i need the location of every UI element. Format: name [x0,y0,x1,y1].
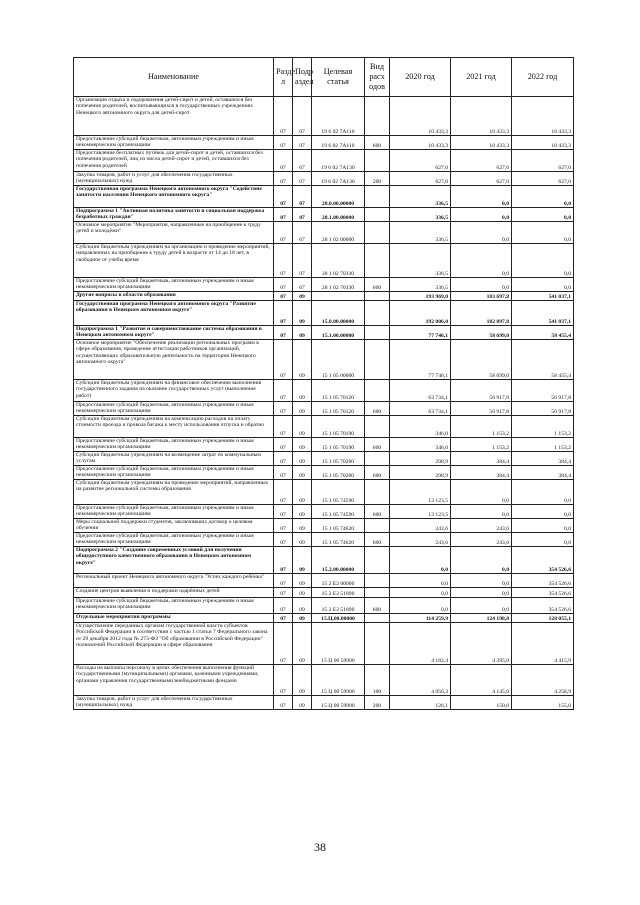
table-row [74,340,574,380]
row-value-2022: 1 153,2 [512,416,574,438]
row-value-2020: 627,0 [390,150,451,172]
row-target-article [312,292,365,301]
row-name: Закупка товаров, работ и услуг для обеспечения государственных (муниципальных) нужд [74,696,274,710]
row-name: Предоставление субсидий бюджетным, автономным учреждениям и иным некоммерческим организациям [74,533,274,547]
row-expense-type: 600 [365,402,390,416]
row-expense-type [365,97,390,136]
row-razdel: 07 [274,380,293,402]
row-value-2021: 182 897,8 [451,301,512,326]
row-expense-type [365,326,390,340]
row-value-2020: 298,9 [390,466,451,480]
table-header-row [74,58,574,97]
table-row [74,244,574,278]
row-name: Государственная программа Ненецкого автономного округа "Развитие образования в Ненецком автономном округе" [74,301,274,326]
row-target-article: 15 Ц 00 59900 [312,696,365,710]
row-razdel: 07 [274,519,293,533]
row-target-article: 19 6 02 7А130 [312,150,365,172]
header-razdel: Разде л [274,58,293,97]
row-razdel: 07 [274,574,293,588]
row-podrazdel: 09 [293,665,312,696]
row-podrazdel: 09 [293,533,312,547]
table-row [74,452,574,466]
row-podrazdel: 09 [293,588,312,598]
header-year-2021: 2021 год [451,58,512,97]
row-value-2020: 63 734,1 [390,402,451,416]
row-value-2022: 541 037,1 [512,292,574,301]
row-value-2021: 243,6 [451,519,512,533]
row-name: Отдельные мероприятия программы [74,614,274,623]
row-value-2021: 384,4 [451,466,512,480]
row-value-2020: 346,0 [390,416,451,438]
row-value-2022: 0,0 [512,519,574,533]
row-razdel: 07 [274,244,293,278]
row-value-2020: 4 182,4 [390,623,451,665]
row-razdel: 07 [274,623,293,665]
table-row [74,438,574,452]
row-podrazdel: 09 [293,326,312,340]
row-razdel: 07 [274,326,293,340]
row-expense-type: 200 [365,696,390,710]
row-podrazdel: 09 [293,574,312,588]
row-target-article: 19 6 02 7А110 [312,97,365,136]
row-value-2021: 0,0 [451,278,512,292]
row-target-article: 28 1 02 70330 [312,278,365,292]
header-name: Наименование [74,58,274,97]
row-podrazdel: 07 [293,208,312,222]
row-name: Подпрограмма 1 "Развитие и совершенствование системы образования в Ненецком автономном округе" [74,326,274,340]
row-expense-type: 100 [365,665,390,696]
row-target-article: 15 1 05 70190 [312,416,365,438]
row-razdel: 07 [274,533,293,547]
row-target-article: 15 1 05 74590 [312,480,365,505]
row-value-2022: 4 258,9 [512,665,574,696]
row-value-2022: 627,0 [512,150,574,172]
table-row [74,623,574,665]
row-value-2022: 10 433,3 [512,136,574,150]
table-row [74,278,574,292]
row-expense-type: 200 [365,172,390,186]
table-row [74,97,574,136]
row-value-2022: 0,0 [512,208,574,222]
row-target-article: 15 1 05 74590 [312,505,365,519]
row-target-article: 19 6 02 7А130 [312,172,365,186]
row-value-2022: 384,4 [512,466,574,480]
row-name: Предоставление субсидий бюджетным, автономным учреждениям и иным некоммерческим организациям [74,466,274,480]
row-value-2020: 192 006,0 [390,301,451,326]
row-value-2020: 0,0 [390,598,451,614]
row-expense-type [365,452,390,466]
row-value-2022: 0,0 [512,480,574,505]
header-target-article: Целевая статья [312,58,365,97]
table-row [74,222,574,244]
table-row [74,480,574,505]
row-razdel: 07 [274,172,293,186]
row-podrazdel: 07 [293,150,312,172]
row-podrazdel: 07 [293,97,312,136]
row-target-article: 15 1 05 70200 [312,452,365,466]
row-name: Государственная программа Ненецкого автономного округа "Содействие занятости населения Ненецкого автономного округа" [74,186,274,208]
row-value-2020: 336,5 [390,244,451,278]
row-value-2021: 1 153,2 [451,416,512,438]
row-value-2021: 0,0 [451,244,512,278]
row-podrazdel: 09 [293,416,312,438]
row-podrazdel: 09 [293,547,312,574]
row-target-article: 15 1 05 70200 [312,466,365,480]
row-value-2020: 336,5 [390,278,451,292]
row-name: Предоставление субсидий бюджетным, автономным учреждениям и иным некоммерческим организациям [74,278,274,292]
row-name: Осуществление переданных органам государственной власти субъектов Российской Федерации в соответствии с частью 1 статьи 7 Федерального закона от 29 декабря 2012 года № 273-ФЗ "Об образовании в Российской Федерации" полномочий Российской Федерации в сфере образования [74,623,274,665]
row-value-2021: 58 699,0 [451,340,512,380]
row-target-article: 15.Ц.00.00000 [312,614,365,623]
row-podrazdel: 07 [293,172,312,186]
row-expense-type [365,574,390,588]
row-target-article: 15.0.00.00000 [312,301,365,326]
table-body [74,97,574,710]
row-value-2021: 0,0 [451,588,512,598]
row-value-2022: 4 415,9 [512,623,574,665]
row-value-2020: 298,9 [390,452,451,466]
row-value-2022: 128 055,1 [512,614,574,623]
row-target-article: 19 6 02 7А110 [312,136,365,150]
row-expense-type: 600 [365,438,390,452]
row-value-2020: 627,0 [390,172,451,186]
row-value-2020: 336,5 [390,186,451,208]
row-value-2021: 0,0 [451,208,512,222]
row-value-2021: 0,0 [451,547,512,574]
row-value-2021: 243,6 [451,533,512,547]
row-name: Другие вопросы в области образования [74,292,274,301]
row-value-2021: 384,4 [451,452,512,466]
row-value-2020: 0,0 [390,574,451,588]
row-value-2021: 150,0 [451,696,512,710]
row-value-2022: 354 526,6 [512,547,574,574]
table-row [74,416,574,438]
row-value-2020: 13 123,5 [390,480,451,505]
table-row [74,614,574,623]
row-expense-type [365,380,390,402]
row-name: Субсидии бюджетным учреждениям на возмещение затрат по коммунальным услугам [74,452,274,466]
row-name: Предоставление субсидий бюджетным, автономным учреждениям и иным некоммерческим организациям [74,505,274,519]
row-value-2022: 354 526,6 [512,598,574,614]
row-name: Подпрограмма 2 "Создание современных условий для получения общедоступного качественного образования в Ненецком автономном округе" [74,547,274,574]
row-value-2020: 243,6 [390,519,451,533]
row-value-2021: 0,0 [451,574,512,588]
row-target-article: 28.1.00.00000 [312,208,365,222]
row-name: Основное мероприятие "Обеспечение реализации региональных программ в сфере образования, проведение аттестации работников организаций, осуществляющих образовательную деятельность на территории Ненецкого автономного округа" [74,340,274,380]
row-podrazdel: 07 [293,222,312,244]
row-value-2022: 155,0 [512,696,574,710]
row-expense-type: 600 [365,278,390,292]
row-target-article: 15 2 Е2 51890 [312,588,365,598]
table-row [74,574,574,588]
row-expense-type [365,150,390,172]
row-podrazdel: 07 [293,244,312,278]
row-value-2021: 183 697,8 [451,292,512,301]
row-value-2022: 0,0 [512,186,574,208]
row-podrazdel: 07 [293,186,312,208]
row-expense-type: 600 [365,136,390,150]
row-value-2020: 63 734,1 [390,380,451,402]
row-name: Субсидии бюджетным учреждениям на компенсацию расходов на оплату стоимости проезда и провоза багажа к месту использования отпуска и обратно [74,416,274,438]
row-value-2022: 0,0 [512,244,574,278]
row-podrazdel: 09 [293,623,312,665]
row-podrazdel: 07 [293,136,312,150]
table-row [74,301,574,326]
row-razdel: 07 [274,97,293,136]
row-value-2021: 4 145,0 [451,665,512,696]
row-value-2022: 0,0 [512,222,574,244]
row-value-2020: 126,1 [390,696,451,710]
row-expense-type [365,547,390,574]
row-razdel: 07 [274,452,293,466]
row-value-2022: 58 455,4 [512,340,574,380]
row-value-2020: 13 123,5 [390,505,451,519]
row-name: Расходы на выплаты персоналу в целях обеспечения выполнения функций государственными (муниципальными) органами, казенными учреждениями, органами управления государственными внебюджетными фондами [74,665,274,696]
row-target-article: 28.0.00.00000 [312,186,365,208]
row-value-2021: 124 198,8 [451,614,512,623]
row-razdel: 07 [274,588,293,598]
row-name: Закупка товаров, работ и услуг для обеспечения государственных (муниципальных) нужд [74,172,274,186]
row-podrazdel: 09 [293,301,312,326]
row-value-2022: 354 526,6 [512,574,574,588]
row-value-2022: 541 037,1 [512,301,574,326]
row-value-2021: 10 433,3 [451,97,512,136]
row-expense-type [365,186,390,208]
row-podrazdel: 09 [293,614,312,623]
row-value-2020: 0,0 [390,588,451,598]
row-value-2022: 384,4 [512,452,574,466]
table-row [74,326,574,340]
table-row [74,150,574,172]
row-expense-type [365,588,390,598]
header-expense-type: Вид расх одов [365,58,390,97]
row-target-article: 15.1.00.00000 [312,326,365,340]
row-name: Субсидии бюджетным учреждениям на проведение мероприятий, направленных на развитие региональной системы образования [74,480,274,505]
row-value-2020: 0,0 [390,547,451,574]
row-razdel: 07 [274,208,293,222]
row-razdel: 07 [274,301,293,326]
row-razdel: 07 [274,665,293,696]
row-value-2022: 56 917,8 [512,402,574,416]
row-value-2022: 1 153,2 [512,438,574,452]
row-expense-type [365,208,390,222]
row-expense-type [365,519,390,533]
row-podrazdel: 07 [293,278,312,292]
row-razdel: 07 [274,416,293,438]
table-row [74,665,574,696]
row-podrazdel: 09 [293,505,312,519]
table-row [74,402,574,416]
row-value-2021: 58 699,0 [451,326,512,340]
row-value-2021: 0,0 [451,480,512,505]
row-razdel: 07 [274,547,293,574]
row-value-2020: 336,5 [390,222,451,244]
row-target-article: 15 Ц 00 59900 [312,623,365,665]
row-expense-type [365,292,390,301]
row-value-2021: 56 917,8 [451,380,512,402]
table-row [74,186,574,208]
row-razdel: 07 [274,186,293,208]
row-value-2021: 56 917,8 [451,402,512,416]
row-expense-type [365,301,390,326]
row-razdel: 07 [274,150,293,172]
row-target-article: 15 1 05 70190 [312,438,365,452]
budget-table [73,57,574,710]
row-value-2021: 0,0 [451,222,512,244]
row-target-article: 15 1 05 74620 [312,533,365,547]
table-row [74,136,574,150]
row-razdel: 07 [274,136,293,150]
row-target-article: 15 2 Е2 51890 [312,598,365,614]
row-podrazdel: 09 [293,598,312,614]
row-expense-type: 600 [365,533,390,547]
row-expense-type [365,340,390,380]
row-podrazdel: 09 [293,292,312,301]
row-expense-type: 600 [365,598,390,614]
row-razdel: 07 [274,340,293,380]
row-target-article: 15 1 05 70120 [312,402,365,416]
row-value-2021: 10 433,3 [451,136,512,150]
row-value-2020: 193 969,0 [390,292,451,301]
row-value-2020: 114 259,9 [390,614,451,623]
row-value-2021: 627,0 [451,172,512,186]
row-value-2021: 0,0 [451,598,512,614]
row-podrazdel: 09 [293,452,312,466]
row-razdel: 07 [274,222,293,244]
header-year-2022: 2022 год [512,58,574,97]
row-name: Организация отдыха и оздоровления детей-сирот и детей, оставшихся без попечения родителей, воспитывающихся в государственных учреждениях Ненецкого автономного округа для детей-сирот [74,97,274,136]
table-row [74,519,574,533]
row-value-2021: 0,0 [451,186,512,208]
row-value-2022: 58 455,4 [512,326,574,340]
row-value-2022: 0,0 [512,505,574,519]
row-expense-type: 600 [365,466,390,480]
table-row [74,533,574,547]
row-podrazdel: 09 [293,480,312,505]
row-razdel: 07 [274,466,293,480]
table-row [74,696,574,710]
row-value-2021: 0,0 [451,505,512,519]
row-expense-type [365,623,390,665]
row-podrazdel: 09 [293,402,312,416]
row-value-2020: 243,6 [390,533,451,547]
row-name: Предоставление субсидий бюджетным, автономным учреждениям и иным некоммерческим организациям [74,438,274,452]
row-name: Субсидии бюджетным учреждениям на финансовое обеспечение выполнения государственного задания на оказание государственных услуг (выполнение работ) [74,380,274,402]
row-value-2021: 4 295,0 [451,623,512,665]
row-target-article: 15 1 05 74620 [312,519,365,533]
row-name: Основное мероприятие "Мероприятия, направленные на приобщение к труду детей и молодёжи" [74,222,274,244]
row-razdel: 07 [274,696,293,710]
row-name: Предоставление бесплатных путёвок для детей-сирот и детей, оставшихся без попечения родителей, лиц из числа детей-сирот и детей, оставшихся без попечения родителей [74,150,274,172]
table-row [74,292,574,301]
row-razdel: 07 [274,598,293,614]
row-expense-type: 600 [365,505,390,519]
table-row [74,598,574,614]
row-value-2022: 354 526,6 [512,588,574,598]
row-value-2020: 10 433,3 [390,136,451,150]
row-value-2020: 77 746,1 [390,326,451,340]
row-podrazdel: 09 [293,696,312,710]
row-name: Создание центров выявления и поддержки одарённых детей [74,588,274,598]
row-razdel: 07 [274,278,293,292]
row-expense-type [365,416,390,438]
row-value-2022: 0,0 [512,533,574,547]
table-row [74,588,574,598]
table-row [74,505,574,519]
header-podrazdel: Подр аздел [293,58,312,97]
row-razdel: 07 [274,480,293,505]
table-row [74,172,574,186]
row-name: Меры социальной поддержки студентов, заключивших договор о целевом обучении [74,519,274,533]
row-name: Предоставление субсидий бюджетным, автономным учреждениям и иным некоммерческим организациям [74,402,274,416]
header-year-2020: 2020 год [390,58,451,97]
row-value-2022: 10 433,3 [512,97,574,136]
row-target-article: 15 2 Е2 00000 [312,574,365,588]
row-podrazdel: 09 [293,438,312,452]
row-target-article: 28 1 02 70330 [312,244,365,278]
row-value-2021: 627,0 [451,150,512,172]
row-podrazdel: 09 [293,380,312,402]
row-podrazdel: 09 [293,519,312,533]
row-value-2020: 4 056,3 [390,665,451,696]
row-target-article: 28 1 02 00000 [312,222,365,244]
row-value-2022: 56 917,8 [512,380,574,402]
row-expense-type [365,244,390,278]
row-razdel: 07 [274,292,293,301]
row-razdel: 07 [274,402,293,416]
row-value-2022: 627,0 [512,172,574,186]
row-name: Предоставление субсидий бюджетным, автономным учреждениям и иным некоммерческим организациям [74,598,274,614]
row-value-2020: 77 746,1 [390,340,451,380]
row-value-2020: 10 433,3 [390,97,451,136]
row-target-article: 15 1 05 00000 [312,340,365,380]
row-value-2020: 346,0 [390,438,451,452]
table-row [74,547,574,574]
row-razdel: 07 [274,438,293,452]
row-name: Подпрограмма 1 "Активная политика занятости и социальная поддержка безработных граждан" [74,208,274,222]
row-value-2020: 336,5 [390,208,451,222]
table-row [74,466,574,480]
page-number: 38 [314,840,326,854]
row-razdel: 07 [274,505,293,519]
row-name: Субсидии бюджетным учреждениям на организацию и проведение мероприятий, направленных на приобщение к труду детей в возрасте от 14 до 18 лет, в свободное от учебы время [74,244,274,278]
row-target-article: 15 1 05 70120 [312,380,365,402]
row-value-2022: 0,0 [512,278,574,292]
row-value-2021: 1 153,2 [451,438,512,452]
row-target-article: 15 Ц 00 59900 [312,665,365,696]
row-podrazdel: 09 [293,466,312,480]
row-expense-type [365,614,390,623]
table-row [74,380,574,402]
row-name: Региональный проект Ненецкого автономного округа "Успех каждого ребёнка" [74,574,274,588]
row-podrazdel: 09 [293,340,312,380]
row-razdel: 07 [274,614,293,623]
row-target-article: 15.2.00.00000 [312,547,365,574]
row-expense-type [365,480,390,505]
row-expense-type [365,222,390,244]
table-row [74,208,574,222]
row-name: Предоставление субсидий бюджетным, автономным учреждениям и иным некоммерческим организациям [74,136,274,150]
